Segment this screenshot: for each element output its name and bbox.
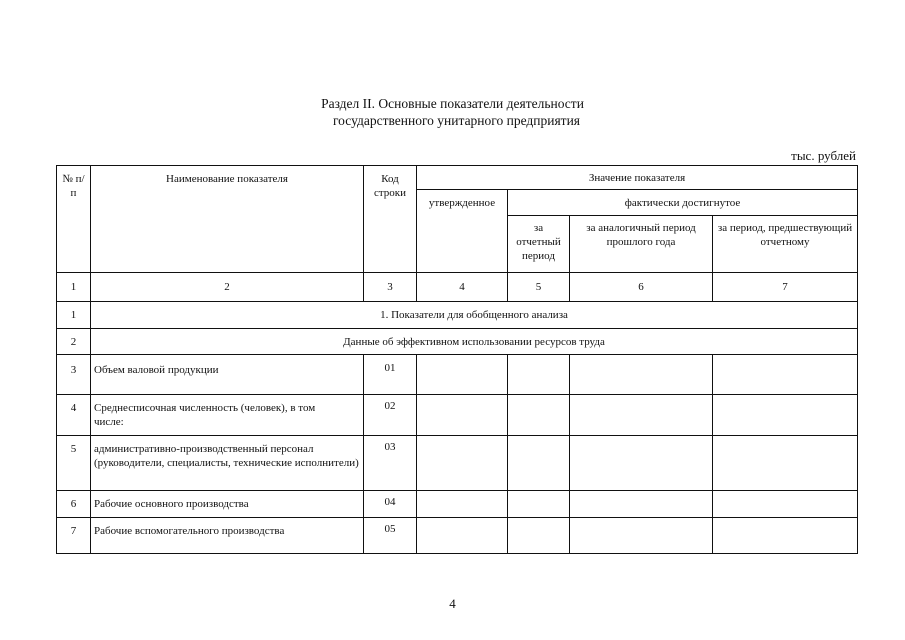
row-number: 3: [57, 355, 91, 395]
table-row: [57, 355, 858, 395]
header-code: Код строки: [364, 166, 417, 273]
row-name: административно-производственный персонал (руководители, специалисты, технические исполнители): [91, 436, 364, 491]
row-code: 01: [364, 355, 417, 395]
value-cell[interactable]: [570, 518, 713, 554]
value-cell[interactable]: [570, 436, 713, 491]
row-code: 02: [364, 395, 417, 436]
table-row: [57, 491, 858, 518]
section-label: Данные об эффективном использовании ресурсов труда: [91, 329, 858, 355]
row-name: Рабочие основного производства: [91, 491, 364, 518]
table-row: [57, 395, 858, 436]
row-code: 05: [364, 518, 417, 554]
value-cell[interactable]: [417, 436, 508, 491]
value-cell[interactable]: [570, 491, 713, 518]
value-cell[interactable]: [508, 395, 570, 436]
value-cell[interactable]: [417, 355, 508, 395]
indicators-table: [56, 165, 858, 554]
document-title: [0, 95, 905, 129]
value-cell[interactable]: [713, 355, 858, 395]
row-number: 5: [57, 436, 91, 491]
row-name: Объем валовой продукции: [91, 355, 364, 395]
col-number: 7: [713, 273, 858, 302]
units-label: тыс. рублей: [791, 148, 856, 163]
row-number: 6: [57, 491, 91, 518]
title-line-2: государственного унитарного предприятия: [332, 113, 581, 128]
row-number: 4: [57, 395, 91, 436]
value-cell[interactable]: [417, 395, 508, 436]
col-number: 3: [364, 273, 417, 302]
value-cell[interactable]: [508, 518, 570, 554]
section-row: [57, 329, 858, 355]
value-cell[interactable]: [713, 436, 858, 491]
section-label: 1. Показатели для обобщенного анализа: [91, 302, 858, 329]
value-cell[interactable]: [570, 395, 713, 436]
table-row: [57, 436, 858, 491]
header-row-1: [57, 166, 858, 190]
section-row: [57, 302, 858, 329]
value-cell[interactable]: [713, 395, 858, 436]
header-actual: фактически достигнутое: [508, 190, 858, 216]
row-code: 03: [364, 436, 417, 491]
title-line-1: Раздел II. Основные показатели деятельности: [321, 96, 584, 111]
value-cell[interactable]: [713, 491, 858, 518]
value-cell[interactable]: [508, 436, 570, 491]
value-cell[interactable]: [417, 518, 508, 554]
header-name: Наименование показателя: [91, 166, 364, 273]
page-number: 4: [449, 596, 456, 611]
row-name: Среднесписочная численность (человек), в том числе:: [91, 395, 364, 436]
header-preceding: за период, предшествующий отчетному: [713, 216, 858, 273]
value-cell[interactable]: [570, 355, 713, 395]
header-value: Значение показателя: [417, 166, 858, 190]
table-row: [57, 518, 858, 554]
header-num: № п/п: [57, 166, 91, 273]
row-number: 2: [57, 329, 91, 355]
value-cell[interactable]: [713, 518, 858, 554]
row-name: Рабочие вспомогательного производства: [91, 518, 364, 554]
header-approved: утвержденное: [417, 190, 508, 273]
row-number: 7: [57, 518, 91, 554]
col-number: 1: [57, 273, 91, 302]
header-same-prev: за аналогичный период прошлого года: [570, 216, 713, 273]
col-number: 6: [570, 273, 713, 302]
col-number: 4: [417, 273, 508, 302]
value-cell[interactable]: [417, 491, 508, 518]
col-number: 5: [508, 273, 570, 302]
col-number: 2: [91, 273, 364, 302]
row-number: 1: [57, 302, 91, 329]
row-code: 04: [364, 491, 417, 518]
value-cell[interactable]: [508, 355, 570, 395]
header-reporting: за отчетный период: [508, 216, 570, 273]
value-cell[interactable]: [508, 491, 570, 518]
column-numbers-row: [57, 273, 858, 302]
